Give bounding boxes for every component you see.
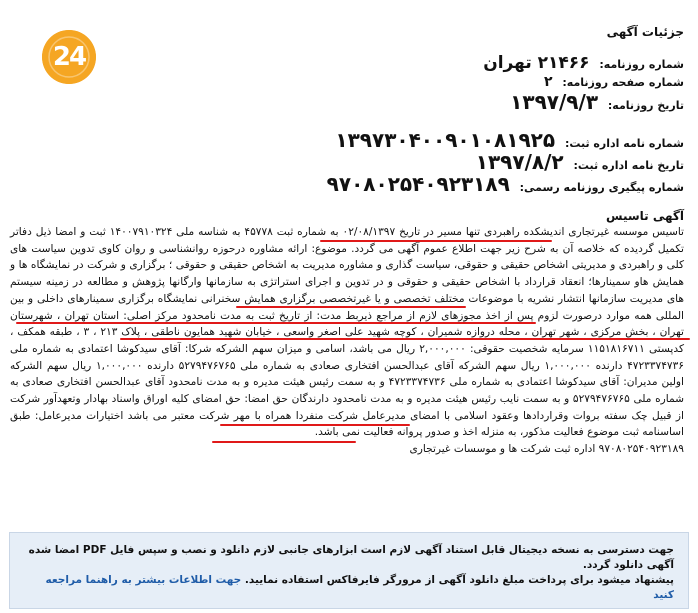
letter-date-row xyxy=(327,151,684,173)
site-logo[interactable] xyxy=(42,30,96,84)
help-link[interactable]: جهت اطلاعات بیشتر به راهنما مراجعه کنید xyxy=(45,574,674,601)
ad-footer-line: ۹۷۰۸۰۲۵۴۰۹۲۳۱۸۹ اداره ثبت شرکت ها و موسسات غیرتجاری xyxy=(409,443,684,456)
logo-text: 24 xyxy=(52,42,86,72)
letter-number-row xyxy=(327,129,684,151)
notice-line-1: جهت دسترسی به نسخه دیجیتال قابل استناد آگهی لازم است ابزارهای جانبی لازم دانلود و نصب و سپس فایل PDF امضا شده آگهی دانلود گردد. xyxy=(28,544,674,571)
highlight-underline xyxy=(212,441,356,443)
newspaper-number: ۲۱۴۶۶ تهران xyxy=(483,53,590,73)
letter-date-label: تاریخ نامه اداره ثبت: xyxy=(573,159,684,172)
section-title: آگهی تاسیس xyxy=(605,209,684,223)
letter-date: ۱۳۹۷/۸/۲ xyxy=(475,150,564,174)
highlight-underline xyxy=(120,338,690,340)
newspaper-date: ۱۳۹۷/۹/۳ xyxy=(510,90,599,114)
page-number: ۲ xyxy=(544,74,553,90)
notice-line-2 xyxy=(24,573,674,603)
page-number-label: شماره صفحه روزنامه: xyxy=(562,76,684,89)
download-notice xyxy=(9,532,689,609)
notice-text: پیشنهاد میشود برای پرداخت مبلغ دانلود آگهی از مرورگر فایرفاکس استفاده نمایید. xyxy=(244,574,674,586)
ad-body xyxy=(10,224,684,458)
highlight-underline xyxy=(16,322,536,324)
page-number-row xyxy=(483,74,684,91)
highlight-underline xyxy=(236,306,466,308)
tracking-number: ۹۷۰۸۰۲۵۴۰۹۲۳۱۸۹ xyxy=(326,172,510,196)
newspaper-meta xyxy=(483,52,684,113)
newspaper-number-label: شماره روزنامه: xyxy=(599,58,684,71)
letter-number: ۱۳۹۷۳۰۴۰۰۹۰۱۰۸۱۹۲۵ xyxy=(335,128,556,152)
letter-number-label: شماره نامه اداره ثبت: xyxy=(564,137,684,150)
highlight-underline xyxy=(320,240,552,242)
tracking-label: شماره پیگیری روزنامه رسمی: xyxy=(519,181,684,194)
page-title: جزئیات آگهی xyxy=(606,25,684,39)
newspaper-number-row xyxy=(483,52,684,74)
newspaper-date-row xyxy=(483,91,684,113)
highlight-underline xyxy=(220,424,410,426)
tracking-row xyxy=(327,173,684,195)
newspaper-date-label: تاریخ روزنامه: xyxy=(607,99,684,112)
registration-meta xyxy=(327,129,684,195)
ad-body-text: تاسیس موسسه غیرتجاری اندیشکده راهبردی تنها مسیر در تاریخ ۰۲/۰۸/۱۳۹۷ به شماره ثبت ۴۵۷۷۸ به شناسه ملی ۱۴۰۰۷۹۱۰۳۲۴ ثبت و امضا ذیل دفاتر تکمیل گردیده که خلاصه آن به شرح زیر جهت اطلاع عموم آگهی می گردد. موضوع: ارائه مشاوره درحوزه روانشناسی و روان کاوی تدوین سیاست های کلی و راهبردی و مدیریتی اشخاص حقیقی و حقوقی، سیاست گذاری و مشاوره مدیریت به اشخاص حقیقی و حقوقی ؛ برگزاری و شرکت در نمایشگاه ها و همایش هاو سمینارها؛ انعقاد قرارداد با اشخاص حقیقی و حقوقی و در تدوین و اجرای استراتژی به سازمانها وارگانها پژوهش و مطالعه در زمینه سیستم های مدیریت سازمانها انتشار نشریه با موضوعات مختلف تخصصی و یا غیرتخصصی برگزاری همایش سخنرانی نمایشگاه برگزاری سمینارهای داخلی و بین المللی همه موارد درصورت لزوم پس از اخذ مجوزهای لازم از مراجع ذیربط مدت: از تاریخ ثبت به مدت نامحدود مرکز اصلی: استان تهران ، شهرستان تهران ، بخش مرکزی ، شهر تهران ، محله دروازه شمیران ، کوچه شهید علی اصغر واسعی ، خیابان شهید همایون ناطقی ، پلاک ۲۱۳ ، ۳ ، طبقه همکف ، کدپستی ۱۱۵۱۸۱۶۷۱۱ سرمایه شخصیت حقوقی: ۲,۰۰۰,۰۰۰ ریال می باشد، اسامی و میزان سهم الشرکه شرکا: آقای سیدکوشا اعتمادی به شماره ملی ۴۷۲۳۳۷۴۷۳۶ دارنده ۱,۰۰۰,۰۰۰ ریال سهم الشرکه آقای عبدالحسن افتخاری صعادی به شماره ملی ۵۲۷۹۴۷۶۷۶۵ دارنده ۱,۰۰۰,۰۰۰ ریال سهم الشرکه اولین مدیران: آقای سیدکوشا اعتمادی به شماره ملی ۴۷۲۳۳۷۴۷۳۶ و به سمت رئیس هیئت مدیره و به مدت نامحدود آقای عبدالحسن افتخاری صعادی به شماره ملی ۵۲۷۹۴۷۶۷۶۵ و به سمت نایب رئیس هیئت مدیره و به مدت نامحدود دارندگان حق امضا: حق امضای کلیه اوراق واسناد بهادار وتعهدآور شرکت از قبیل چک سفته بروات وقراردادها وعقود اسلامی با امضای مدیرعامل شرکت منفردا همراه با مهر شرکت معتبر می باشد اختیارات مدیرعامل: طبق اساسنامه ثبت موضوع فعالیت مذکور، به منزله اخذ و صدور پروانه فعالیت نمی باشد. xyxy=(10,226,685,439)
